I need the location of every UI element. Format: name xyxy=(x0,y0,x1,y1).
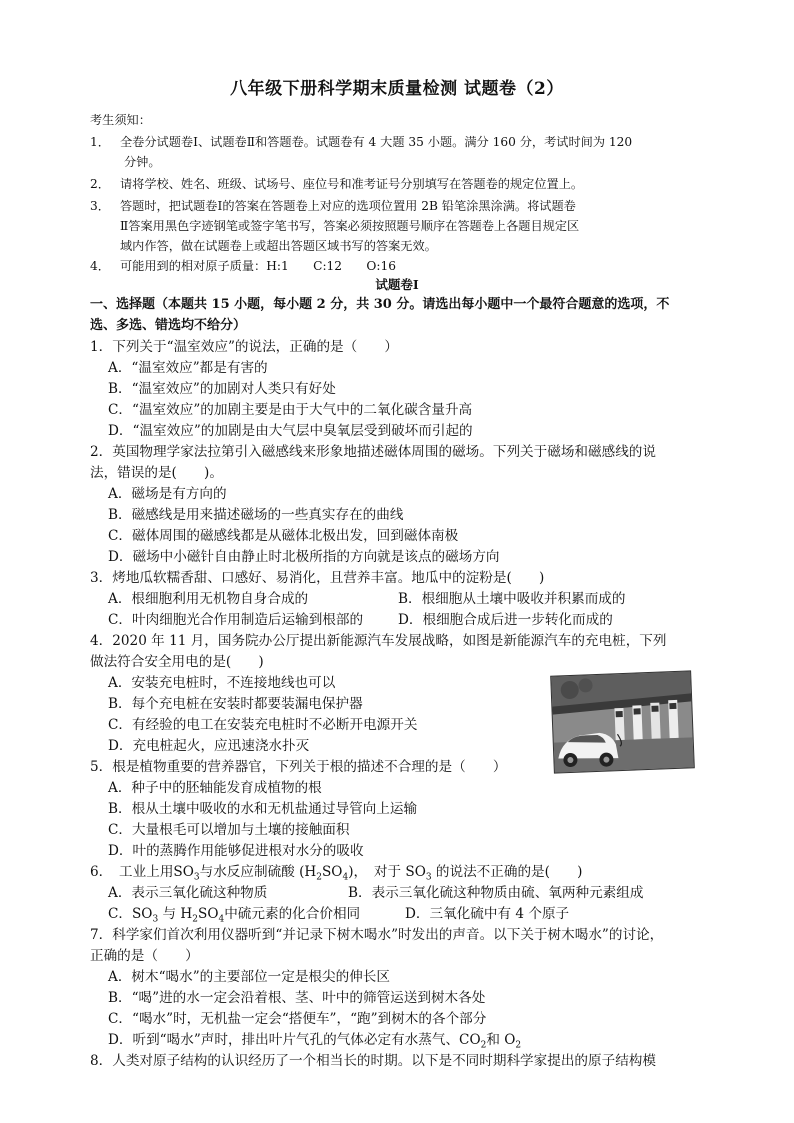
q3-option-b: B．根细胞从土壤中吸收并积累而成的 xyxy=(398,591,626,607)
q6-option-d: D．三氧化硫中有 4 个原子 xyxy=(405,906,570,922)
q8-stem: 8．人类对原子结构的认识经历了一个相当长的时期。以下是不同时期科学家提出的原子结构模 xyxy=(90,1053,656,1069)
q2-option-d: D．磁场中小磁针自由静止时北极所指的方向就是该点的磁场方向 xyxy=(108,549,500,565)
q6-stem: 6． 工业上用$SO_3$与水反应制硫酸 $(H_2SO_4)$， 对于 $SO_3$ 的说法不正确的是( ) xyxy=(90,864,583,883)
q1-stem: 1．下列关于“温室效应”的说法，正确的是（ ） xyxy=(90,339,399,355)
page-title: 八年级下册科学期末质量检测 试题卷（2） xyxy=(230,79,564,99)
notice-2-line1: 请将学校、姓名、班级、试场号、座位号和准考证号分别填写在答题卷的规定位置上。 xyxy=(120,177,584,191)
q1-option-d: D．“温室效应”的加剧是由大气层中臭氧层受到破坏而引起的 xyxy=(108,423,473,439)
notice-2-num: 2． xyxy=(90,177,110,191)
q3-stem: 3．烤地瓜软糯香甜、口感好、易消化，且营养丰富。地瓜中的淀粉是( ) xyxy=(90,570,545,586)
notice-4-line1: 可能用到的相对原子质量：H:1 C:12 O:16 xyxy=(120,259,397,273)
charging-station-photo xyxy=(551,671,694,772)
q3-option-d: D．根细胞合成后进一步转化而成的 xyxy=(398,612,613,628)
part1-heading-line2: 选、多选、错选均不给分） xyxy=(90,318,247,333)
q7-option-b: B．“喝”进的水一定会沿着根、茎、叶中的筛管运送到树木各处 xyxy=(108,990,486,1006)
q7-stem-line1: 7．科学家们首次利用仪器听到“并记录下树木喝水”时发出的声音。以下关于树木喝水”的讨论， xyxy=(90,927,664,943)
notice-1-line1: 全卷分试题卷Ⅰ、试题卷Ⅱ和答题卷。试题卷有 4 大题 35 小题。满分 160 分，考试时间为 120 xyxy=(120,135,633,149)
q4-option-d: D．充电桩起火，应迅速浇水扑灭 xyxy=(108,738,310,754)
q2-option-b: B．磁感线是用来描述磁场的一些真实存在的曲线 xyxy=(108,507,404,523)
q1-option-c: C．“温室效应”的加剧主要是由于大气中的二氧化碳含量升高 xyxy=(108,402,473,418)
notice-3-line2: Ⅱ答案用黑色字迹钢笔或签字笔书写，答案必须按照题号顺序在答题卷上各题目规定区 xyxy=(120,219,580,233)
q6-option-b: B．表示三氧化硫这种物质由硫、氧两种元素组成 xyxy=(348,885,644,901)
q5-stem: 5．根是植物重要的营养器官，下列关于根的描述不合理的是（ ） xyxy=(90,759,507,775)
section-title: 试题卷Ⅰ xyxy=(375,277,419,292)
q2-stem-line1: 2．英国物理学家法拉第引入磁感线来形象地描述磁体周围的磁场。下列关于磁场和磁感线的说 xyxy=(90,444,656,460)
q6-option-c: C．$SO_3$ 与 $H_2SO_4$中硫元素的化合价相同 xyxy=(108,906,361,925)
q5-option-a: A．种子中的胚轴能发育成植物的根 xyxy=(108,780,322,796)
notice-4-num: 4． xyxy=(90,259,110,273)
q6-option-a: A．表示三氧化硫这种物质 xyxy=(108,885,268,901)
notice-heading: 考生须知： xyxy=(90,113,151,127)
q3-option-c: C．叶肉细胞光合作用制造后运输到根部的 xyxy=(108,612,364,628)
q5-option-b: B．根从土壤中吸收的水和无机盐通过导管向上运输 xyxy=(108,801,418,817)
q4-stem-line2: 做法符合安全用电的是( ) xyxy=(90,654,264,670)
q4-option-b: B．每个充电桩在安装时都要装漏电保护器 xyxy=(108,696,363,712)
q2-stem-line2: 法，错误的是( )。 xyxy=(90,465,223,481)
q4-option-a: A．安装充电桩时，不连接地线也可以 xyxy=(108,675,336,691)
q7-option-d: D．听到“喝水”声时，排出叶片气孔的气体必定有水蒸气、$CO_2$和 $O_2$ xyxy=(108,1032,522,1051)
q1-option-b: B．“温室效应”的加剧对人类只有好处 xyxy=(108,381,336,397)
q2-option-c: C．磁体周围的磁感线都是从磁体北极出发，回到磁体南极 xyxy=(108,528,459,544)
q2-option-a: A．磁场是有方向的 xyxy=(108,486,227,502)
q7-stem-line2: 正确的是（ ） xyxy=(90,948,199,964)
q7-option-a: A．树木“喝水”的主要部位一定是根尖的伸长区 xyxy=(108,969,390,985)
notice-1-line2: 分钟。 xyxy=(124,155,161,169)
q3-option-a: A．根细胞利用无机物自身合成的 xyxy=(108,591,309,607)
q4-option-c: C．有经验的电工在安装充电桩时不必断开电源开关 xyxy=(108,717,418,733)
notice-3-num: 3． xyxy=(90,199,110,213)
q7-option-c: C．“喝水”时，无机盐一定会“搭便车”，“跑”到树木的各个部分 xyxy=(108,1011,487,1027)
q4-stem-line1: 4．2020 年 11 月，国务院办公厅提出新能源汽车发展战略，如图是新能源汽车的充电桩，下列 xyxy=(90,633,667,649)
part1-heading-line1: 一、选择题（本题共 15 小题，每小题 2 分，共 30 分。请选出每小题中一个最符合题意的选项，不 xyxy=(90,297,670,312)
charging-station-illustration xyxy=(551,671,694,772)
notice-3-line3: 域内作答，做在试题卷上或超出答题区域书写的答案无效。 xyxy=(120,239,437,253)
q5-option-c: C．大量根毛可以增加与土壤的接触面积 xyxy=(108,822,350,838)
q5-option-d: D．叶的蒸腾作用能够促进根对水分的吸收 xyxy=(108,843,364,859)
notice-3-line1: 答题时，把试题卷Ⅰ的答案在答题卷上对应的选项位置用 2B 铅笔涂黑涂满。将试题卷 xyxy=(120,199,576,213)
notice-1-num: 1． xyxy=(90,135,110,149)
q1-option-a: A．“温室效应”都是有害的 xyxy=(108,360,268,376)
